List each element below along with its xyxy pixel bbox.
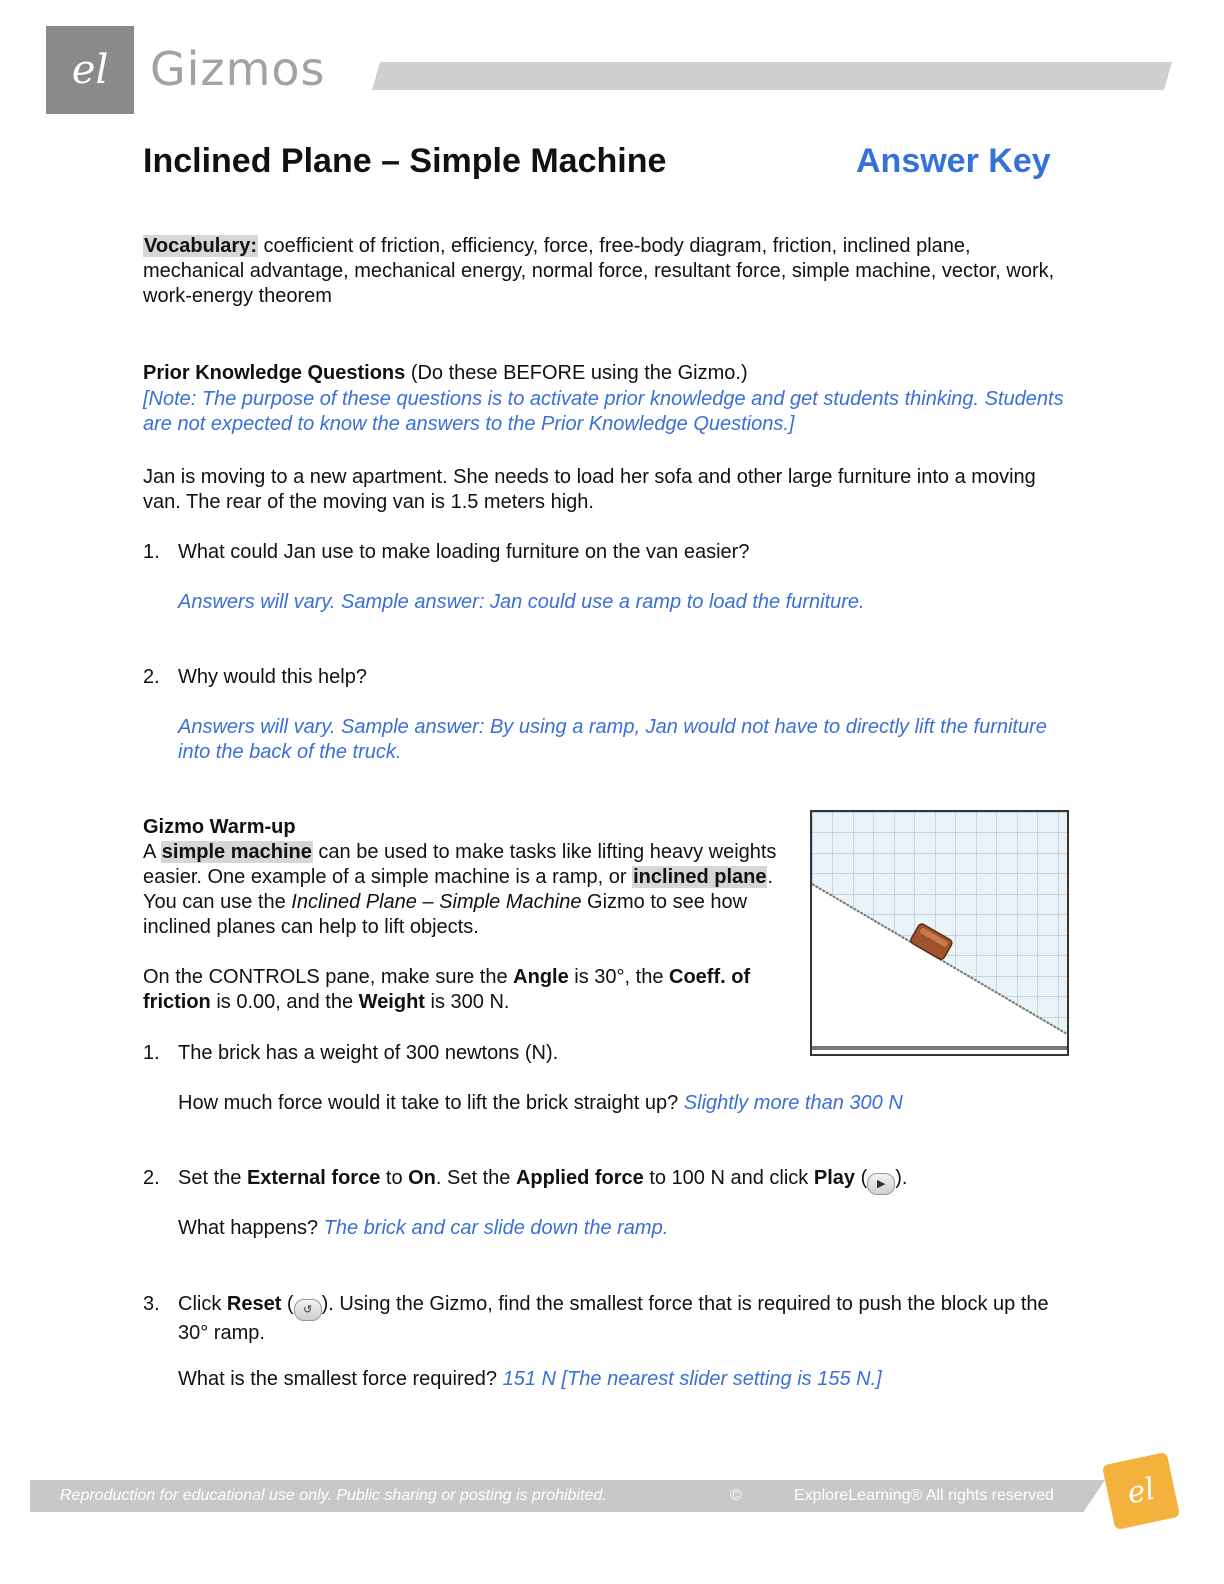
vocabulary-text: coefficient of friction, efficiency, force, free-body diagram, friction, inclined plane, mechanical advantage, mechanical energy, normal force, resultant force, simple machine, vector, work, work-energy theorem xyxy=(143,235,1055,307)
warmup-text: . Set the xyxy=(435,1167,516,1189)
warmup-heading: Gizmo Warm-up xyxy=(143,816,296,838)
warmup-q2b-line xyxy=(178,1216,1078,1241)
prior-heading-note: (Do these BEFORE using the Gizmo.) xyxy=(405,362,748,384)
prior-q2-number: 2. xyxy=(143,666,160,688)
warmup-a1: Slightly more than 300 N xyxy=(683,1092,903,1114)
prior-note: [Note: The purpose of these questions is to activate prior knowledge and get students thinking. Students are not expected to know the answers to the Prior Knowledge Questions.] xyxy=(143,388,1064,435)
warmup-text: can be used to make tasks like lifting heavy weights easier. One example of a simple machine is a ramp, or xyxy=(143,841,777,888)
warmup-q1-number: 1. xyxy=(143,1042,160,1064)
prior-knowledge-heading xyxy=(143,361,1073,386)
gizmo-name: Inclined Plane – Simple Machine xyxy=(291,891,582,913)
inclined-plane-term: inclined plane xyxy=(633,866,767,888)
warmup-text: Set the xyxy=(178,1167,247,1189)
vocabulary-label: Vocabulary: xyxy=(144,235,257,257)
warmup-q2 xyxy=(178,1166,1078,1195)
warmup-text: On the CONTROLS pane, make sure the xyxy=(143,966,514,988)
copyright-symbol: © xyxy=(730,1487,742,1504)
explorelearning-logo xyxy=(1102,1452,1180,1530)
warmup-text: A xyxy=(143,841,161,863)
prior-a2: Answers will vary. Sample answer: By using a ramp, Jan would not have to directly lift the furniture into the back of the truck. xyxy=(178,716,1047,763)
warmup-section xyxy=(143,815,783,940)
warmup-text: ). Using the Gizmo, find the smallest force that is required to push the block up the 30° ramp. xyxy=(178,1293,1049,1344)
warmup-text: to xyxy=(380,1167,409,1189)
warmup-q3b: What is the smallest force required? xyxy=(178,1368,503,1390)
warmup-text: ( xyxy=(855,1167,868,1189)
warmup-q2-number: 2. xyxy=(143,1167,160,1189)
answer-key-label: Answer Key xyxy=(856,142,1051,180)
footer-rights: ExploreLearning® All rights reserved xyxy=(794,1487,1054,1504)
warmup-q3b-line xyxy=(178,1367,1078,1392)
warmup-a3: 151 N [The nearest slider setting is 155 N.] xyxy=(502,1368,882,1390)
play-term: Play xyxy=(813,1167,856,1189)
warmup-q1b-line xyxy=(178,1091,1078,1116)
warmup-q3-number: 3. xyxy=(143,1293,160,1315)
simple-machine-term: simple machine xyxy=(161,841,312,863)
applied-force-term: Applied force xyxy=(515,1167,644,1189)
prior-q2: Why would this help? xyxy=(178,666,367,688)
logo-mark-text: el xyxy=(71,47,109,93)
angle-term: Angle xyxy=(513,966,569,988)
on-term: On xyxy=(408,1167,436,1189)
prior-intro: Jan is moving to a new apartment. She needs to load her sofa and other large furniture into a moving van. The rear of the moving van is 1.5 meters high. xyxy=(143,466,1036,513)
warmup-text: is 30°, the xyxy=(568,966,670,988)
coeff-term: Coeff. of friction xyxy=(143,966,751,1013)
external-force-term: External force xyxy=(246,1167,381,1189)
footer-disclaimer: Reproduction for educational use only. Public sharing or posting is prohibited. xyxy=(60,1487,607,1504)
warmup-text: is 300 N. xyxy=(424,991,510,1013)
warmup-q1b: How much force would it take to lift the brick straight up? xyxy=(178,1092,684,1114)
prior-q1: What could Jan use to make loading furniture on the van easier? xyxy=(178,541,750,563)
inclined-plane-figure xyxy=(810,810,1069,1056)
warmup-a2: The brick and car slide down the ramp. xyxy=(323,1217,669,1239)
warmup-text: to 100 N and click xyxy=(643,1167,814,1189)
header-bar xyxy=(372,62,1172,90)
prior-q1-number: 1. xyxy=(143,541,160,563)
warmup-text: ). xyxy=(895,1167,908,1189)
warmup-text: Click xyxy=(178,1293,227,1315)
vocabulary-paragraph xyxy=(143,234,1073,309)
brand-name: Gizmos xyxy=(150,42,326,96)
reset-button-icon: ↺ xyxy=(294,1299,322,1321)
reset-term: Reset xyxy=(226,1293,282,1315)
weight-term: Weight xyxy=(358,991,425,1013)
warmup-text: ( xyxy=(281,1293,294,1315)
warmup-q3 xyxy=(178,1292,1078,1346)
gizmos-logo-mark xyxy=(46,26,134,114)
warmup-text: . You can use the xyxy=(143,866,774,913)
prior-heading: Prior Knowledge Questions xyxy=(143,362,406,384)
warmup-q1: The brick has a weight of 300 newtons (N). xyxy=(178,1042,559,1064)
inclined-plane-diagram xyxy=(812,812,1067,1054)
prior-a1: Answers will vary. Sample answer: Jan could use a ramp to load the furniture. xyxy=(178,591,865,613)
footer-logo-mark: el xyxy=(1123,1471,1159,1511)
play-button-icon: ▶ xyxy=(867,1173,895,1195)
warmup-q2b: What happens? xyxy=(178,1217,324,1239)
warmup-text: is 0.00, and the xyxy=(210,991,359,1013)
warmup-controls-paragraph xyxy=(143,965,783,1015)
page-title: Inclined Plane – Simple Machine xyxy=(143,142,667,180)
warmup-text: Gizmo to see how inclined planes can help to lift objects. xyxy=(143,891,748,938)
